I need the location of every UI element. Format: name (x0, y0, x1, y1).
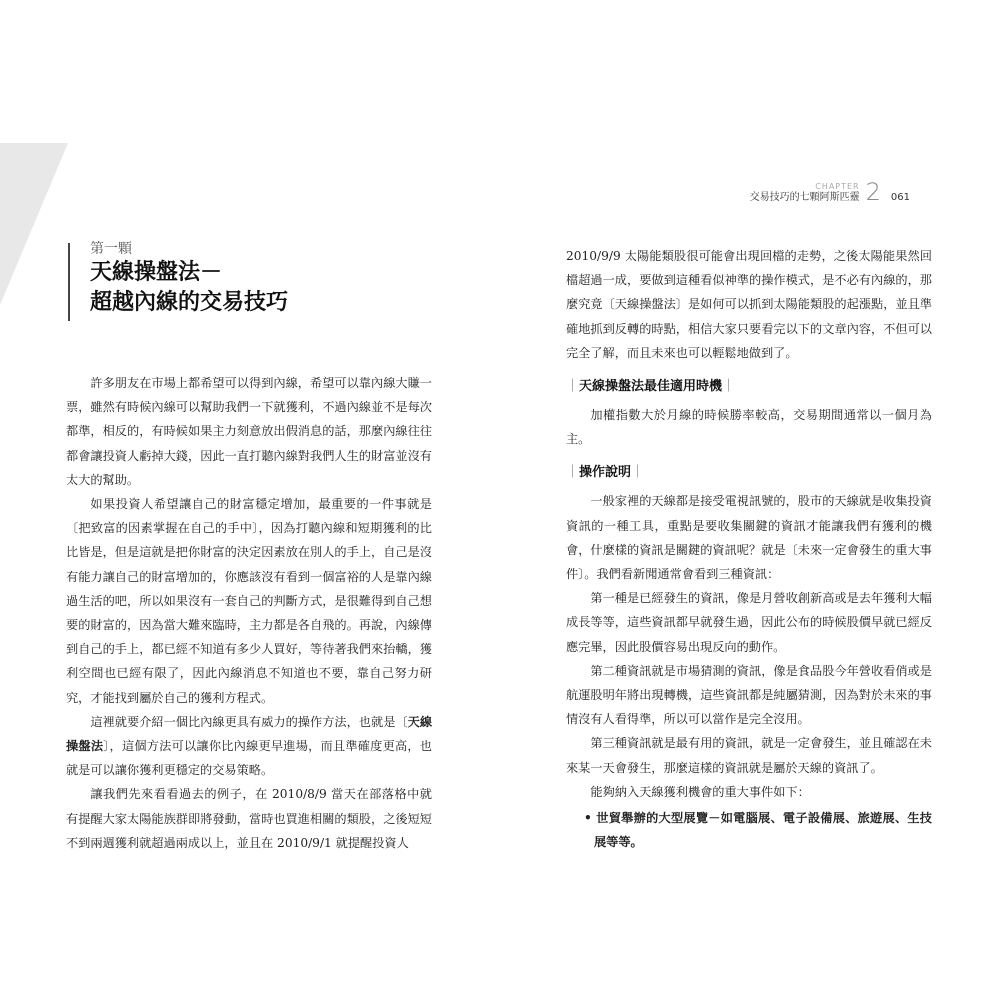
paragraph-text: 這裡就要介紹一個比內線更具有威力的操作方法，也就是〔 (90, 714, 408, 729)
running-header (750, 180, 910, 204)
paragraph: 一般家裡的天線都是接受電視訊號的，股市的天線就是收集投資資訊的一種工具，重點是要收集關鍵的資訊才能讓我們有獲利的機會，什麼樣的資訊是關鍵的資訊呢？就是〔未來一定會發生的重大事件〕。我們看新聞通常會看到三種資訊： (566, 494, 932, 582)
page-number: 061 (890, 192, 910, 203)
section-title-block (68, 243, 390, 321)
paragraph: 讓我們先來看看過去的例子，在 2010/8/9 當天在部落格中就有提醒大家太陽能族群即將發動，當時也買進相關的類股，之後短短不到兩週獲利就超過兩成以上，並且在 2010/9/1 就提醒投資人 (66, 787, 432, 850)
paragraph: 加權指數大於月線的時候勝率較高，交易期間通常以一個月為主。 (566, 408, 932, 447)
section-subtitle: 第一顆 (90, 241, 132, 257)
paragraph (66, 710, 432, 783)
paragraph: 2010/9/9 太陽能類股很可能會出現回檔的走勢，之後太陽能果然回檔超過一成，要做到這種看似神準的操作模式，是不必有內線的，那麼究竟〔天線操盤法〕是如何可以抓到太陽能類股的起漲點，並且準確地抓到反轉的時點，相信大家只要看完以下的文章內容，不但可以完全了解，而且未來也可以輕鬆地做到了。 (566, 249, 932, 360)
bullet-item: • 世貿舉辦的大型展覽－如電腦展、電子設備展、旅遊展、生技展等等。 (584, 811, 932, 850)
paragraph: 第二種資訊就是市場猜測的資訊，像是食品股今年營收看俏或是航運股明年將出現轉機，這些資訊都是純屬猜測，因為對於未來的事情沒有人看得準，所以可以當作是完全沒用。 (566, 663, 932, 727)
section-title-line2: 超越內線的交易技巧 (90, 290, 289, 315)
paragraph: 能夠納入天線獲利機會的重大事件如下： (590, 784, 810, 799)
paragraph-text: 〕，這個方法可以讓你比內線更早進場，而且準確度更高，也就是可以讓你獲利更穩定的交易策略。 (66, 739, 432, 778)
chapter-title: 交易技巧的七顆阿斯匹靈 (749, 192, 860, 203)
left-column (66, 371, 432, 855)
heading-operation: ｜操作說明｜ (566, 465, 645, 481)
chapter-label: CHAPTER (815, 182, 860, 191)
right-column (566, 244, 932, 854)
paragraph: 如果投資人希望讓自己的財富穩定增加，最重要的一件事就是〔把致富的因素掌握在自己的手中〕，因為打聽內線和短期獲利的比比皆是，但是這就是把你財富的決定因素放在別人的手上，自己是沒有能力讓自己的財富增加的，你應該沒有看到一個富裕的人是靠內線過生活的吧，所以如果沒有一套自己的判斷方式，是很難得到自己想要的財富的，因為當大難來臨時，主力都是各自飛的。再說，內線傳到自己的手上，都已經不知道有多少人買好，等待著我們來抬轎，獲利空間也已經有限了，因此內線消息不知道也不要，靠自己努力研究，才能找到屬於自己的獲利方程式。 (66, 497, 432, 705)
paragraph: 許多朋友在市場上都希望可以得到內線，希望可以靠內線大賺一票，雖然有時候內線可以幫助我們一下就獲利，不過內線並不是每次都準，相反的，有時候如果主力刻意放出假消息的話，那麼內線往往都會讓投資人虧掉大錢，因此一直打聽內線對我們人生的財富並沒有太大的幫助。 (66, 376, 432, 487)
heading-best-timing: ｜天線操盤法最佳適用時機｜ (566, 379, 736, 395)
section-title-line1: 天線操盤法－ (90, 260, 223, 285)
bullet-mark: • (584, 811, 592, 826)
chapter-number: 2 (865, 178, 881, 206)
paragraph: 第一種是已經發生的資訊，像是月營收創新高或是去年獲利大幅成長等等，這些資訊都早就發生過，因此公布的時候股價早就已經反應完畢，因此股價容易出現反向的動作。 (566, 591, 932, 654)
paragraph: 第三種資訊就是最有用的資訊，就是一定會發生，並且確認在未來某一天會發生，那麼這樣的資訊就是屬於天線的資訊了。 (566, 736, 932, 775)
method-name-bold: 天線操盤法 (66, 714, 433, 754)
